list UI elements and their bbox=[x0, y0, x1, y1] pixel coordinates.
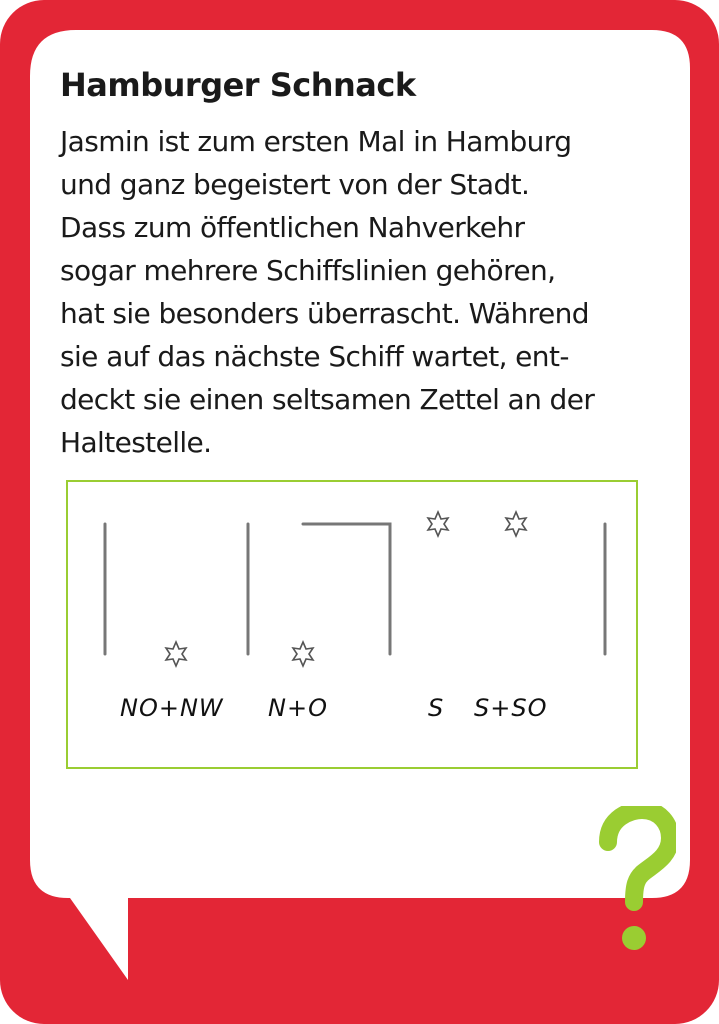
star-icon bbox=[293, 642, 313, 666]
note-label-no-nw: NO+NW bbox=[120, 694, 224, 722]
question-mark-icon bbox=[596, 806, 676, 956]
body-line: hat sie besonders überrascht. Während bbox=[60, 297, 589, 330]
body-line: sie auf das nächste Schiff wartet, ent- bbox=[60, 340, 569, 373]
card-title: Hamburger Schnack bbox=[60, 66, 416, 104]
star-icon bbox=[428, 512, 448, 536]
body-line: deckt sie einen seltsamen Zettel an der bbox=[60, 383, 595, 416]
note-label-n-o: N+O bbox=[268, 694, 328, 722]
body-line: und ganz begeistert von der Stadt. bbox=[60, 168, 530, 201]
note-drawing bbox=[68, 482, 640, 771]
star-icon bbox=[166, 642, 186, 666]
note-corner-line bbox=[303, 524, 390, 654]
star-icon bbox=[506, 512, 526, 536]
note-label-s: S bbox=[428, 694, 445, 722]
body-line: Jasmin ist zum ersten Mal in Hamburg bbox=[60, 125, 572, 158]
note-label-s-so: S+SO bbox=[474, 694, 548, 722]
card-body-text bbox=[60, 120, 660, 464]
body-line: Haltestelle. bbox=[60, 426, 212, 459]
strange-note bbox=[66, 480, 638, 769]
body-line: sogar mehrere Schiffslinien gehören, bbox=[60, 254, 556, 287]
body-line: Dass zum öffentlichen Nahverkehr bbox=[60, 211, 525, 244]
